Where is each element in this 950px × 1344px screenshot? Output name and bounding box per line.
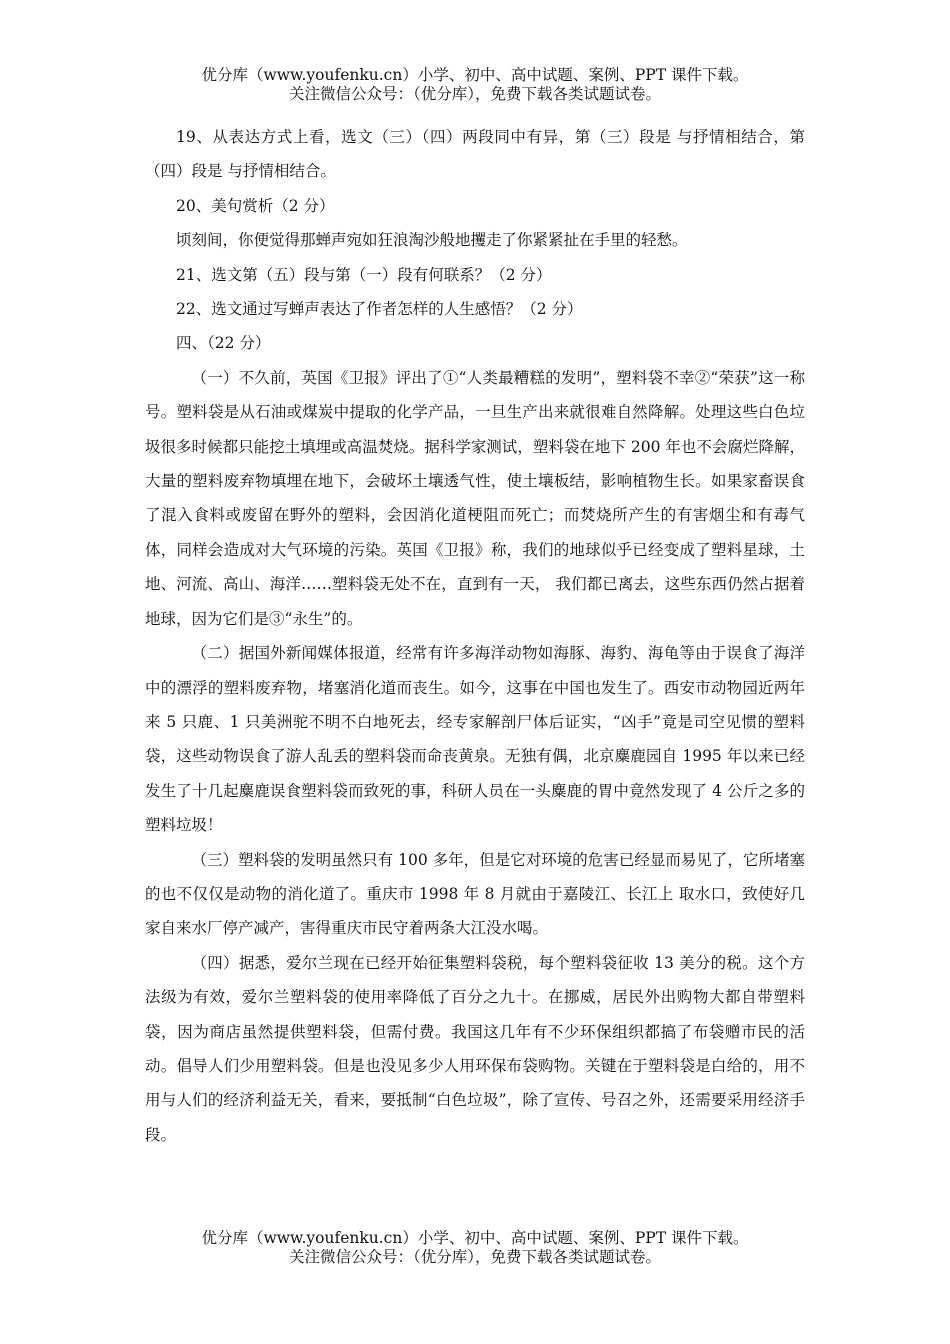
header-line-1: 优分库（www.youfenku.cn）小学、初中、高中试题、案例、PPT 课件下载。 <box>201 66 749 84</box>
page-header <box>0 66 950 104</box>
question-20-sentence: 顷刻间，你便觉得那蝉声宛如狂浪淘沙般地攫走了你紧紧扯在手里的轻愁。 <box>176 231 688 250</box>
footer-line-2: 关注微信公众号：（优分库），免费下载各类试题试卷。 <box>288 1248 661 1266</box>
passage-paragraph-2: （二）据国外新闻媒体报道，经常有许多海洋动物如海豚、海豹、海龟等由于误食了海洋中的漂浮的塑料废弃物，堵塞消化道而丧生。如今，这事在中国也发生了。西安市动物园近两年来 5 只鹿、1 只美洲驼不明不白地死去，经专家解剖尸体后证实，“凶手”竟是司空见惯的塑料袋，这些动物误食了游人乱丢的塑料袋而命丧黄泉。无独有偶，北京麋鹿园自 1995 年以来已经发生了十几起麋鹿误食塑料袋而致死的事，科研人员在一头麋鹿的胃中竟然发现了 4 公斤之多的塑料垃圾！ <box>145 644 805 835</box>
footer-line-1: 优分库（www.youfenku.cn）小学、初中、高中试题、案例、PPT 课件下载。 <box>201 1229 749 1247</box>
question-20-title: 20、美句赏析（2 分） <box>176 196 335 215</box>
passage-paragraph-3: （三）塑料袋的发明虽然只有 100 多年，但是它对环境的危害已经显而易见了，它所堵塞的也不仅仅是动物的消化道了。重庆市 1998 年 8 月就由于嘉陵江、长江上 取水口，致使好几家自来水厂停产减产，害得重庆市民守着两条大江没水喝。 <box>145 850 805 938</box>
section-4-title: 四、（22 分） <box>176 334 271 353</box>
passage-paragraph-4: （四）据悉，爱尔兰现在已经开始征集塑料袋税，每个塑料袋征收 13 美分的税。这个方法级为有效，爱尔兰塑料袋的使用率降低了百分之九十。在挪威，居民外出购物大都自带塑料袋，因为商店虽然提供塑料袋，但需付费。我国这几年有不少环保组织都搞了布袋赠市民的活动。倡导人们少用塑料袋。但是也没见多少人用环保布袋购物。关键在于塑料袋是白给的，用不用与人们的经济利益无关，看来，要抵制“白色垃圾”，除了宣传、号召之外，还需要采用经济手段。 <box>145 953 805 1144</box>
question-22: 22、选文通过写蝉声表达了作者怎样的人生感悟？（2 分） <box>176 300 583 319</box>
question-21: 21、选文第（五）段与第（一）段有何联系？（2 分） <box>176 265 552 284</box>
page-footer <box>0 1229 950 1267</box>
passage-paragraph-1: （一）不久前，英国《卫报》评出了①“人类最糟糕的发明”，塑料袋不幸②“荣获”这一称号。塑料袋是从石油或煤炭中提取的化学产品，一旦生产出来就很难自然降解。处理这些白色垃圾很多时候都只能挖土填埋或高温焚烧。据科学家测试，塑料袋在地下 200 年也不会腐烂降解，大量的塑料废弃物填埋在地下，会破坏土壤透气性，使土壤板结，影响植物生长。如果家畜误食了混入食料或废留在野外的塑料，会因消化道梗阻而死亡；而焚烧所产生的有害烟尘和有毒气体，同样会造成对大气环境的污染。英国《卫报》称，我们的地球似乎已经变成了塑料星球，土地、河流、高山、海洋……塑料袋无处不在，直到有一天， 我们都已离去，这些东西仍然占据着地球，因为它们是③“永生”的。 <box>145 368 805 628</box>
header-line-2: 关注微信公众号：（优分库），免费下载各类试题试卷。 <box>288 85 661 103</box>
document-body <box>145 120 805 1152</box>
question-19: 19、从表达方式上看，选文（三）（四）两段同中有异，第（三）段是 与抒情相结合，第（四）段是 与抒情相结合。 <box>145 128 805 181</box>
